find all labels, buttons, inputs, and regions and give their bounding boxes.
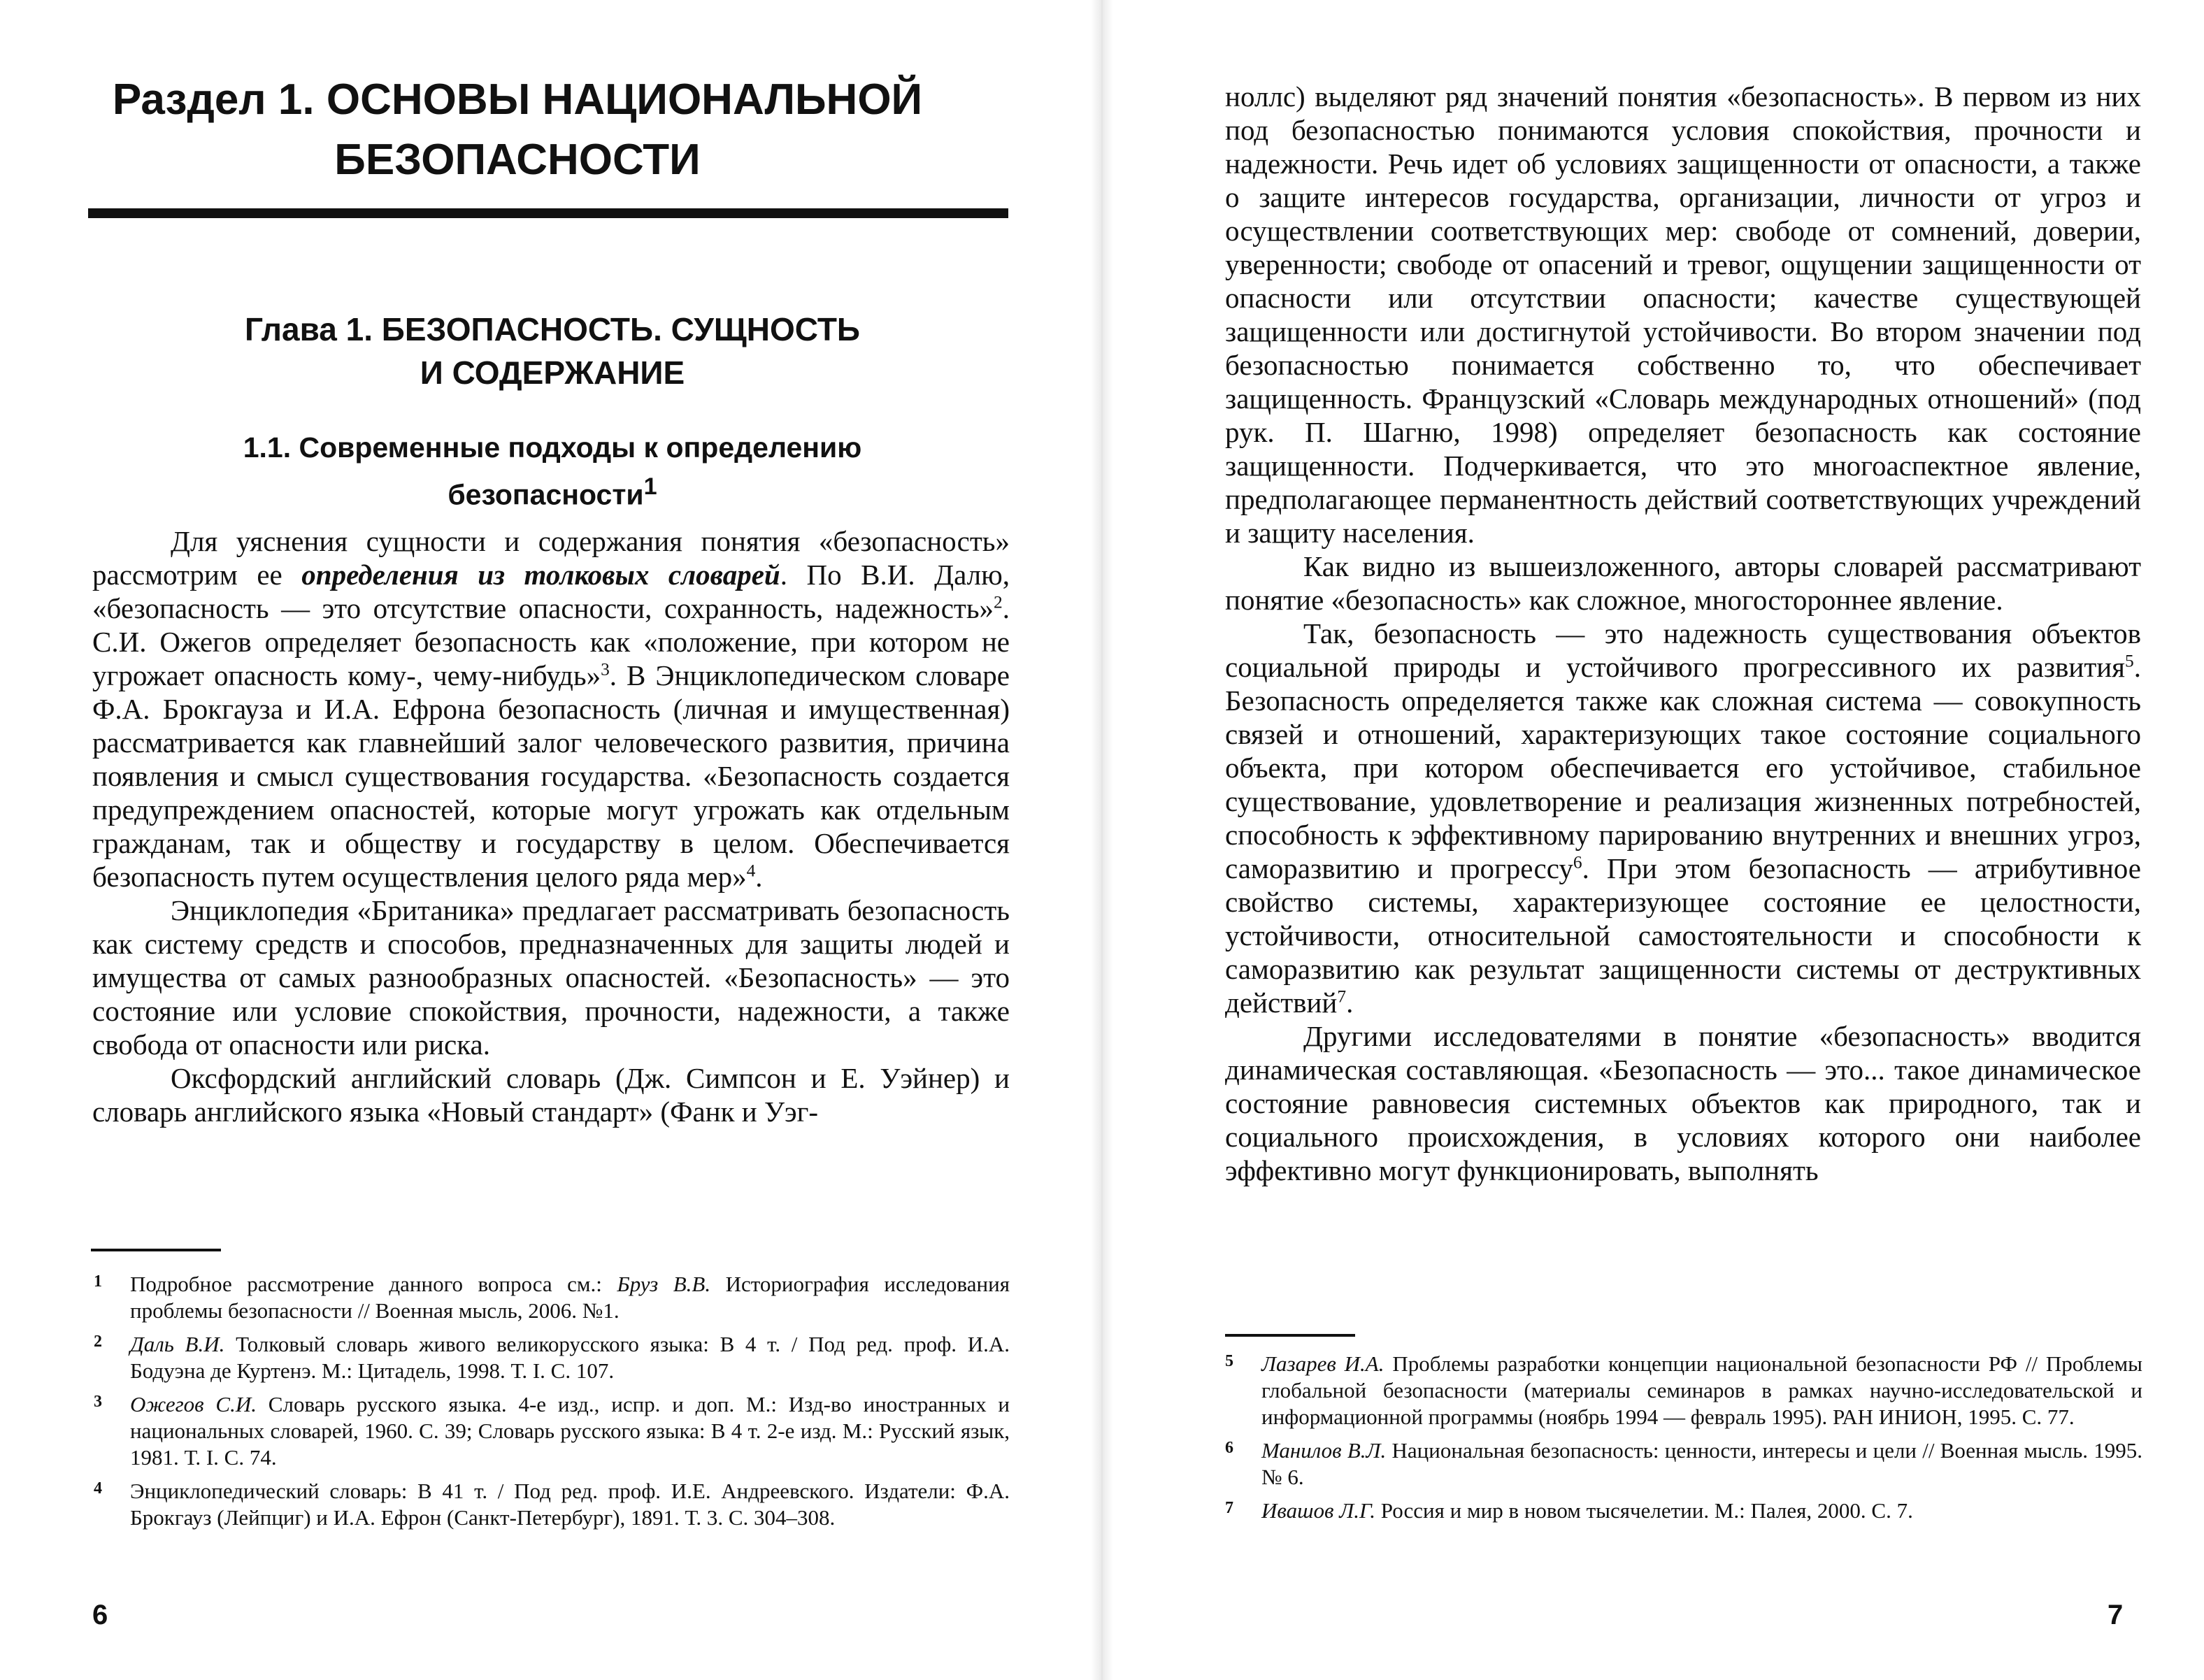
page-number: 7 <box>2108 1600 2124 1630</box>
footnote-text-part: Подробное рассмотрение данного вопроса см.: <box>130 1272 617 1296</box>
footnote-text <box>130 1478 1010 1531</box>
footnote-author: Даль В.И. <box>130 1332 225 1356</box>
footnote <box>94 1391 1010 1471</box>
footnote-author: Ивашов Л.Г. <box>1261 1498 1376 1523</box>
right-body-text <box>1225 80 2141 1187</box>
paragraph <box>1225 617 2141 1019</box>
footnote-number: 3 <box>94 1393 102 1411</box>
footnote-text-part: Толковый словарь живого великорусского языка: В 4 т. / Под ред. проф. И.А. Бодуэна де Куртенэ. М.: Цитадель, 1998. Т. I. С. 107. <box>130 1332 1010 1383</box>
footnote-text <box>130 1331 1010 1384</box>
footnote-number: 4 <box>94 1479 102 1498</box>
footnotes-left <box>94 1271 1010 1538</box>
paragraph-text: Для уяснения сущности и содержания понятия «безопасность» рассмотрим ее <box>92 525 1010 591</box>
section-title-line2: БЕЗОПАСНОСТИ <box>334 136 701 184</box>
paragraph-text: . При этом безопасность — атрибутивное свойство системы, характеризующее состояние ее целостности, устойчивости, относительной самостоятельности и способности к саморазвитию как результат защищенности системы от деструктивных действий <box>1225 852 2141 1019</box>
right-page <box>1113 0 2204 1680</box>
left-page <box>0 0 1091 1680</box>
footnote-text <box>130 1271 1010 1324</box>
footnote-text <box>1261 1498 2142 1524</box>
paragraph <box>92 524 1010 893</box>
footnote-author: Ожегов С.И. <box>130 1392 257 1416</box>
subsection-title-line2: безопасности <box>448 478 644 511</box>
footnote-number: 5 <box>1225 1352 1233 1370</box>
footnote <box>1225 1437 2142 1491</box>
paragraph: Оксфордский английский словарь (Дж. Симпсон и Е. Уэйнер) и словарь английского языка «Новый стандарт» (Фанк и Уэг- <box>92 1062 1010 1128</box>
footnote-ref: 4 <box>746 861 756 881</box>
subsection-title-line1: 1.1. Современные подходы к определению <box>243 431 862 464</box>
subsection-title <box>98 428 1007 515</box>
paragraph: ноллс) выделяют ряд значений понятия «безопасность». В первом из них под безопасностью понимаются условия спокойствия, прочности и надежности. Речь идет об условиях защищенности от опасности, а также о защите интересов государства, организации, личности от угроз и осуществлении соответствующих мер: свободе от сомнений, доверии, уверенности; свободе от опасений и тревог, ощущении защищенности от опасности или отсутствии опасности; качестве существующей защищенности или достигнутой устойчивости. Во втором значении под безопасностью понимается собственно то, что обеспечивает защищенность. Французский «Словарь международных отношений» (под рук. П. Шагню, 1998) определяет безопасность как состояние защищенности. Подчеркивается, что это многоаспектное явление, предполагающее перманентность действий соответствующих учреждений и защиту населения. <box>1225 80 2141 549</box>
chapter-title-line1: Глава 1. БЕЗОПАСНОСТЬ. СУЩНОСТЬ <box>245 311 860 347</box>
footnote-ref: 3 <box>601 659 610 680</box>
footnote-author: Лазарев И.А. <box>1261 1351 1384 1376</box>
footnote <box>1225 1351 2142 1430</box>
footnote-text <box>1261 1351 2142 1430</box>
left-body-text <box>92 524 1010 1128</box>
footnote-text-part: Россия и мир в новом тысячелетии. М.: Палея, 2000. С. 7. <box>1375 1498 1913 1523</box>
footnote-text-part: Словарь русского языка. 4-е изд., испр. и доп. М.: Изд-во иностранных и национальных словарей, 1960. С. 39; Словарь русского языка: В 4 т. 2-е изд. М.: Русский язык, 1981. Т. I. С. 74. <box>130 1392 1010 1470</box>
footnote-ref: 6 <box>1573 852 1582 873</box>
book-gutter <box>1091 0 1113 1680</box>
section-title-line1: Раздел 1. ОСНОВЫ НАЦИОНАЛЬНОЙ <box>112 76 923 124</box>
footnote-ref: 2 <box>994 592 1003 612</box>
footnote-number: 7 <box>1225 1499 1233 1517</box>
footnote-text-part: Проблемы разработки концепции национальной безопасности РФ // Проблемы глобальной безопасности (материалы семинаров в рамках научно-исследовательской и информационной программы (ноябрь 1994 — февраль 1995). РАН ИНИОН, 1995. С. 77. <box>1261 1351 2142 1429</box>
footnote-text <box>1261 1437 2142 1491</box>
footnote-text <box>130 1391 1010 1471</box>
footnote-number: 2 <box>94 1333 102 1351</box>
footnote <box>94 1478 1010 1531</box>
footnote-ref: 7 <box>1337 986 1347 1007</box>
footnote-author: Бруз В.В. <box>617 1272 711 1296</box>
paragraph-text: . В Энциклопедическом словаре Ф.А. Брокгауза и И.А. Ефрона безопасность (личная и имущественная) рассматривается как главнейший залог человеческого развития, причина появления и смысл существования государства. «Безопасность создается предупреждением опасностей, которые могут угрожать как отдельным гражданам, так и обществу и государству в целом. Обеспечивается безопасность путем осуществления целого ряда мер» <box>92 659 1010 893</box>
chapter-title <box>98 308 1007 394</box>
chapter-title-line2: И СОДЕРЖАНИЕ <box>420 354 685 391</box>
footnote-text-part: Историография исследования проблемы безопасности // Военная мысль, 2006. №1. <box>130 1272 1010 1323</box>
footnote-number: 1 <box>94 1272 102 1291</box>
paragraph-text: . По В.И. Далю, «безопасность — это отсутствие опасности, сохранность, надежность» <box>92 559 1010 624</box>
paragraph-text: . Безопасность определяется также как сложная система — совокупность связей и отношений, характеризующих такое состояние социального объекта, при котором обеспечивается его устойчивое, стабильное существование, удовлетворение и реализация жизненных потребностей, способность к эффективному парированию внутренних и внешних угроз, саморазвитию и прогрессу <box>1225 651 2141 884</box>
paragraph-text: . С.И. Ожегов определяет безопасность как «положение, при котором не угрожает опасность кому-, чему-нибудь» <box>92 592 1010 691</box>
paragraph-text: . <box>755 861 763 893</box>
footnotes-right <box>1225 1351 2142 1531</box>
footnote-ref: 1 <box>643 473 657 500</box>
footnote <box>94 1331 1010 1384</box>
paragraph: Как видно из вышеизложенного, авторы словарей рассматривают понятие «безопасность» как сложное, многостороннее явление. <box>1225 550 2141 616</box>
emphasis-text: определения из толковых словарей <box>301 559 780 591</box>
footnote-text-part: Национальная безопасность: ценности, интересы и цели // Военная мысль. 1995. № 6. <box>1261 1438 2143 1489</box>
footnote <box>1225 1498 2142 1524</box>
footnote-divider <box>1225 1334 1355 1337</box>
page-number: 6 <box>92 1600 108 1630</box>
paragraph: Энциклопедия «Британика» предлагает рассматривать безопасность как систему средств и способов, предназначенных для защиты людей и имущества от самых разнообразных опасностей. «Безопасность» — это состояние или условие спокойствия, прочности, надежности, а также свобода от опасности или риска. <box>92 894 1010 1061</box>
footnote-number: 6 <box>1225 1439 1233 1457</box>
section-title <box>84 70 951 190</box>
footnote-divider <box>91 1249 221 1251</box>
paragraph-text: Так, безопасность — это надежность существования объектов социальной природы и устойчивого прогрессивного их развития <box>1225 617 2141 683</box>
section-rule <box>88 208 1008 218</box>
paragraph: Другими исследователями в понятие «безопасность» вводится динамическая составляющая. «Безопасность — это... такое динамическое состояние равновесия системных объектов как природного, так и социального происхождения, в условиях которого они наиболее эффективно могут функционировать, выполнять <box>1225 1020 2141 1186</box>
footnote <box>94 1271 1010 1324</box>
footnote-ref: 5 <box>2125 651 2134 671</box>
paragraph-text: . <box>1346 986 1354 1019</box>
footnote-author: Манилов В.Л. <box>1261 1438 1387 1463</box>
footnote-text-part: Энциклопедический словарь: В 41 т. / Под ред. проф. И.Е. Андреевского. Издатели: Ф.А. Брокгауз (Лейпциг) и И.А. Ефрон (Санкт-Петербург), 1891. Т. 3. С. 304–308. <box>130 1479 1010 1530</box>
